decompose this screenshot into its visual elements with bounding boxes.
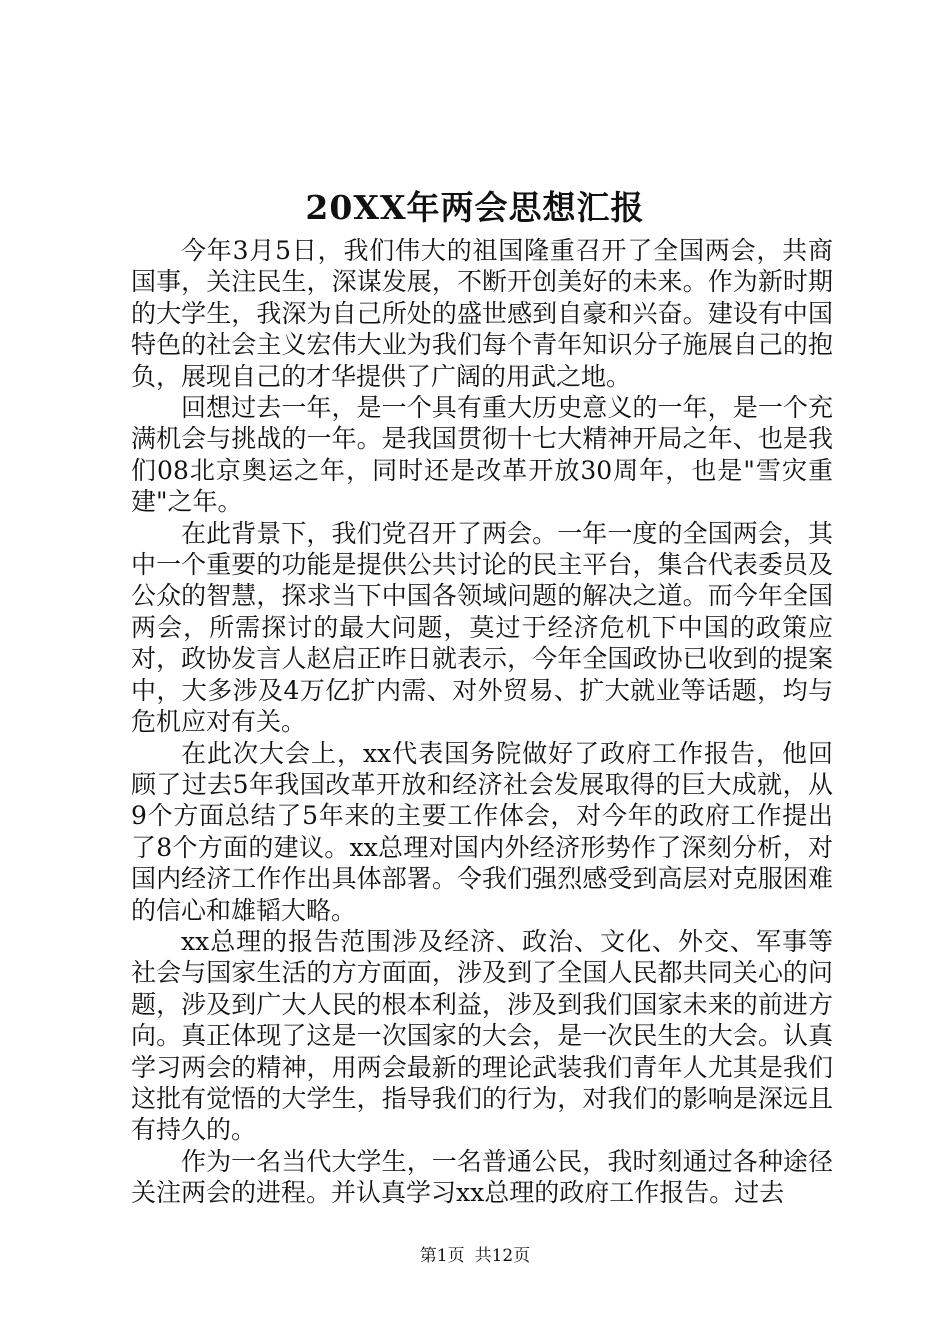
document-body xyxy=(131,235,833,1209)
paragraph-6: 作为一名当代大学生，一名普通公民，我时刻通过各种途径关注两会的进程。并认真学习xx总理的政府工作报告。过去 xyxy=(131,1146,833,1208)
paragraph-1: 今年3月5日，我们伟大的祖国隆重召开了全国两会，共商国事，关注民生，深谋发展，不断开创美好的未来。作为新时期的大学生，我深为自己所处的盛世感到自豪和兴奋。建设有中国特色的社会主义宏伟大业为我们每个青年知识分子施展自己的抱负，展现自己的才华提供了广阔的用武之地。 xyxy=(131,236,833,391)
page-footer xyxy=(0,1244,950,1268)
paragraph-5: xx总理的报告范围涉及经济、政治、文化、外交、军事等社会与国家生活的方方面面，涉及到了全国人民都共同关心的问题，涉及到广大人民的根本利益，涉及到我们国家未来的前进方向。真正体现了这是一次国家的大会，是一次民生的大会。认真学习两会的精神，用两会最新的理论武装我们青年人尤其是我们这批有觉悟的大学生，指导我们的行为，对我们的影响是深远且有持久的。 xyxy=(131,926,833,1145)
page-number-current: 第1页 xyxy=(419,1246,465,1266)
paragraph-3: 在此背景下，我们党召开了两会。一年一度的全国两会，其中一个重要的功能是提供公共讨论的民主平台，集合代表委员及公众的智慧，探求当下中国各领域问题的解决之道。而今年全国两会，所需探讨的最大问题，莫过于经济危机下中国的政策应对，政协发言人赵启正昨日就表示，今年全国政协已收到的提案中，大多涉及4万亿扩内需、对外贸易、扩大就业等话题，均与危机应对有关。 xyxy=(131,518,833,737)
paragraph-4: 在此次大会上，xx代表国务院做好了政府工作报告，他回顾了过去5年我国改革开放和经济社会发展取得的巨大成就，从9个方面总结了5年来的主要工作体会，对今年的政府工作提出了8个方面的建议。xx总理对国内外经济形势作了深刻分析，对国内经济工作作出具体部署。令我们强烈感受到高层对克服困难的信心和雄韬大略。 xyxy=(131,738,833,925)
paragraph-2: 回想过去一年，是一个具有重大历史意义的一年，是一个充满机会与挑战的一年。是我国贯彻十七大精神开局之年、也是我们08北京奥运之年，同时还是改革开放30周年，也是"雪灾重建"之年。 xyxy=(131,393,833,517)
page-number-total: 共12页 xyxy=(474,1246,531,1266)
document-title: 20XX年两会思想汇报 xyxy=(305,188,645,227)
